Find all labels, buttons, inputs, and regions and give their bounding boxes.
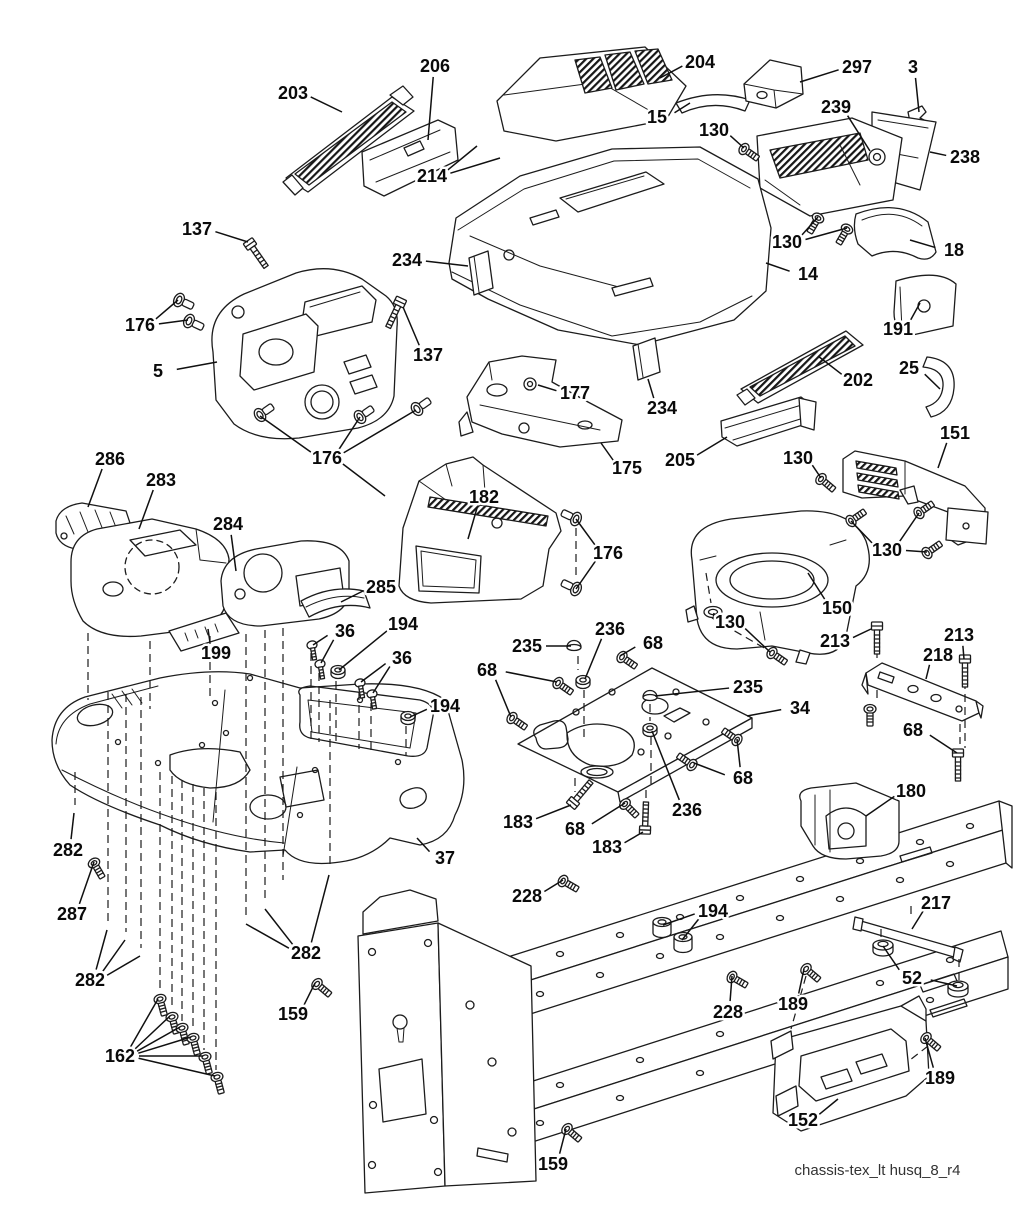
callout-282	[53, 813, 83, 860]
svg-text:68: 68	[476, 660, 498, 680]
svg-text:194: 194	[387, 614, 419, 634]
svg-text:282: 282	[290, 943, 322, 963]
callout-282	[75, 930, 140, 990]
svg-text:34: 34	[789, 698, 811, 718]
svg-text:137: 137	[412, 345, 444, 365]
svg-text:182: 182	[468, 487, 500, 507]
svg-text:162: 162	[104, 1046, 136, 1066]
svg-text:183: 183	[591, 837, 623, 857]
part-fender-console-284	[221, 541, 349, 626]
svg-text:194: 194	[697, 901, 729, 921]
part-seat-plate-34	[518, 668, 752, 802]
screw-130	[920, 538, 944, 560]
part-rod-217	[853, 917, 963, 962]
callout-213	[820, 629, 871, 651]
part-lower-grille-182	[399, 457, 561, 603]
svg-text:236: 236	[671, 800, 703, 820]
callout-235	[512, 636, 571, 656]
svg-text:159: 159	[537, 1154, 569, 1174]
svg-text:176: 176	[311, 448, 343, 468]
svg-text:68: 68	[642, 633, 664, 653]
callout-14	[766, 263, 818, 284]
callout-176	[576, 519, 623, 589]
svg-text:287: 287	[56, 904, 88, 924]
svg-text:3: 3	[907, 57, 919, 77]
nut-52	[873, 940, 893, 956]
screw-162	[153, 993, 170, 1017]
bolt-68	[953, 749, 964, 781]
part-hood-14	[449, 147, 771, 345]
svg-text:206: 206	[419, 56, 451, 76]
bolt-189	[799, 962, 823, 985]
svg-text:176: 176	[124, 315, 156, 335]
bolt-213	[872, 622, 883, 654]
svg-text:37: 37	[434, 848, 456, 868]
bolt-213	[960, 655, 971, 687]
part-support-bracket-175	[459, 356, 622, 447]
callout-36	[313, 621, 355, 663]
svg-text:152: 152	[787, 1110, 819, 1130]
svg-text:176: 176	[592, 543, 624, 563]
svg-text:214: 214	[416, 166, 448, 186]
bolt-68	[551, 676, 575, 698]
svg-text:130: 130	[782, 448, 814, 468]
callout-282	[246, 875, 329, 963]
callout-218	[923, 645, 953, 679]
svg-text:175: 175	[611, 458, 643, 478]
svg-text:25: 25	[898, 358, 920, 378]
svg-text:228: 228	[712, 1002, 744, 1022]
part-spacer-234a	[469, 251, 493, 295]
callout-189	[778, 969, 808, 1014]
callout-151	[938, 423, 970, 468]
svg-text:282: 282	[74, 970, 106, 990]
callout-137	[182, 219, 248, 242]
svg-text:137: 137	[181, 219, 213, 239]
svg-text:202: 202	[842, 370, 874, 390]
callout-3	[908, 57, 919, 112]
svg-text:218: 218	[922, 645, 954, 665]
callout-217	[912, 893, 951, 929]
svg-text:15: 15	[646, 107, 668, 127]
screw-162	[198, 1051, 215, 1075]
cap-235	[643, 691, 657, 701]
svg-text:177: 177	[559, 383, 591, 403]
svg-text:159: 159	[277, 1004, 309, 1024]
svg-text:239: 239	[820, 97, 852, 117]
svg-text:217: 217	[920, 893, 952, 913]
callout-297	[800, 57, 872, 82]
callout-130	[772, 217, 847, 252]
callout-68	[477, 660, 557, 717]
svg-text:68: 68	[564, 819, 586, 839]
callout-159	[278, 983, 315, 1024]
bolt-68	[615, 650, 639, 672]
svg-text:194: 194	[429, 696, 461, 716]
svg-text:130: 130	[698, 120, 730, 140]
svg-text:14: 14	[797, 264, 819, 284]
part-foam-block-297	[744, 60, 803, 108]
bolt-68	[864, 705, 876, 727]
callout-183	[503, 805, 571, 832]
svg-text:199: 199	[200, 643, 232, 663]
svg-text:183: 183	[502, 812, 534, 832]
callout-234	[647, 379, 677, 418]
svg-text:204: 204	[684, 52, 716, 72]
screw-130	[833, 222, 854, 247]
screw-228	[556, 874, 581, 895]
bolt-36	[306, 640, 319, 660]
svg-text:5: 5	[152, 361, 164, 381]
part-fender-console-283	[71, 519, 229, 636]
part-bumper-18	[854, 208, 936, 260]
bolt-68	[505, 711, 529, 733]
svg-text:130: 130	[771, 232, 803, 252]
svg-text:36: 36	[391, 648, 413, 668]
callout-175	[601, 443, 642, 478]
screw-287	[87, 856, 108, 881]
part-bracket-180	[800, 783, 899, 859]
callout-287	[57, 862, 94, 924]
part-heat-shield-151	[843, 451, 988, 545]
svg-text:282: 282	[52, 840, 84, 860]
svg-text:283: 283	[145, 470, 177, 490]
svg-text:150: 150	[821, 598, 853, 618]
callout-130	[783, 448, 821, 478]
screw-130	[814, 472, 838, 495]
svg-text:284: 284	[212, 514, 244, 534]
nut-236	[576, 676, 590, 689]
callout-130	[699, 120, 744, 148]
svg-text:130: 130	[714, 612, 746, 632]
svg-text:189: 189	[924, 1068, 956, 1088]
part-trim-strip-15	[676, 95, 750, 113]
part-grille-strip-202	[737, 331, 863, 405]
svg-text:151: 151	[939, 423, 971, 443]
part-front-frame-plate	[358, 890, 536, 1193]
diagram-footer: chassis-tex_lt husq_8_r4	[794, 1162, 961, 1179]
screw-176	[409, 394, 434, 417]
svg-text:236: 236	[594, 619, 626, 639]
part-side-panel-239	[757, 118, 902, 216]
svg-text:286: 286	[94, 449, 126, 469]
callout-204	[660, 52, 715, 78]
svg-text:235: 235	[511, 636, 543, 656]
svg-text:191: 191	[882, 319, 914, 339]
svg-text:68: 68	[902, 720, 924, 740]
svg-text:228: 228	[511, 886, 543, 906]
svg-text:52: 52	[901, 968, 923, 988]
callout-236	[585, 619, 625, 679]
svg-text:297: 297	[841, 57, 873, 77]
callout-137	[403, 307, 443, 365]
svg-text:234: 234	[646, 398, 678, 418]
callout-68	[620, 633, 663, 656]
svg-text:213: 213	[943, 625, 975, 645]
callout-34	[747, 698, 810, 718]
svg-text:238: 238	[949, 147, 981, 167]
svg-text:68: 68	[732, 768, 754, 788]
callout-5	[153, 361, 217, 381]
svg-text:235: 235	[732, 677, 764, 697]
svg-text:18: 18	[943, 240, 965, 260]
part-spacer-234b	[633, 338, 660, 380]
svg-text:285: 285	[365, 577, 397, 597]
callout-203	[278, 83, 342, 112]
callout-68	[903, 720, 957, 753]
svg-text:205: 205	[664, 450, 696, 470]
part-chute-205	[721, 397, 816, 446]
svg-text:189: 189	[777, 994, 809, 1014]
svg-text:130: 130	[871, 540, 903, 560]
bolt-183	[639, 802, 651, 834]
screw-176	[559, 576, 583, 597]
screw-176	[182, 313, 206, 334]
callout-228	[512, 880, 563, 906]
callout-205	[665, 437, 727, 470]
svg-text:203: 203	[277, 83, 309, 103]
callout-238	[930, 147, 980, 167]
svg-text:213: 213	[819, 631, 851, 651]
callout-286	[88, 449, 125, 507]
svg-text:234: 234	[391, 250, 423, 270]
part-clip-177	[524, 378, 536, 390]
screw-228	[725, 970, 750, 991]
svg-text:180: 180	[895, 781, 927, 801]
svg-text:36: 36	[334, 621, 356, 641]
part-fender-deck-37	[52, 672, 464, 864]
callout-183	[592, 832, 643, 857]
